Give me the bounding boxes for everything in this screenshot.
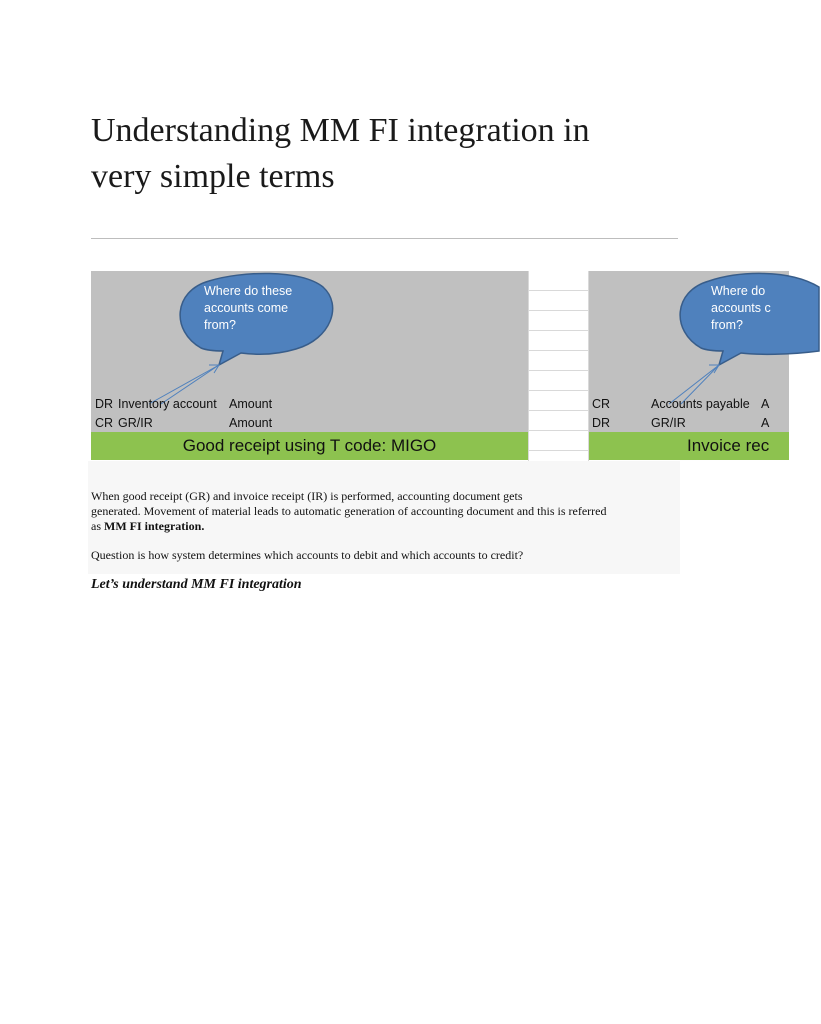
bubble-line: Where do — [711, 284, 766, 298]
entry-amount: A — [761, 416, 770, 430]
bubble-question — [204, 283, 314, 334]
bubble-line: accounts come — [204, 301, 289, 315]
bubble-question — [711, 283, 821, 334]
entry-type: DR — [95, 397, 114, 411]
entry-account: GR/IR — [651, 416, 686, 430]
bubble-line: Where do these — [204, 284, 293, 298]
spreadsheet-grid-column — [528, 271, 589, 461]
goods-receipt-panel — [91, 271, 528, 432]
title-line-1: Understanding MM FI integration in — [91, 112, 590, 149]
bubble-line: from? — [711, 318, 743, 332]
entry-amount: Amount — [229, 416, 273, 430]
title-divider — [91, 238, 678, 239]
bubble-line: accounts c — [711, 301, 771, 315]
intro-paragraph — [91, 489, 671, 534]
invoice-receipt-panel — [589, 271, 789, 432]
entry-amount: Amount — [229, 397, 273, 411]
entry-account: GR/IR — [118, 416, 153, 430]
title-line-2: very simple terms — [91, 158, 335, 195]
entry-amount: A — [761, 397, 770, 411]
entry-account: Accounts payable — [651, 397, 750, 411]
question-paragraph: Question is how system determines which accounts to debit and which accounts to credit? — [91, 548, 524, 562]
invoice-receipt-caption: Invoice rec — [589, 432, 789, 460]
paragraph-line: generated. Movement of material leads to automatic generation of accounting document and this is referred — [91, 504, 607, 518]
paragraph-line: When good receipt (GR) and invoice receipt (IR) is performed, accounting document gets — [91, 489, 523, 503]
bold-term: MM FI integration. — [104, 519, 205, 533]
entry-type: DR — [592, 416, 611, 430]
article-title — [91, 108, 691, 200]
bubble-line: from? — [204, 318, 236, 332]
entry-account: Inventory account — [118, 397, 217, 411]
entry-type: CR — [592, 397, 611, 411]
paragraph-line: as — [91, 519, 104, 533]
section-subheading: Let’s understand MM FI integration — [91, 577, 302, 592]
integration-figure — [91, 271, 771, 461]
goods-receipt-caption: Good receipt using T code: MIGO — [91, 432, 528, 460]
entry-type: CR — [95, 416, 114, 430]
